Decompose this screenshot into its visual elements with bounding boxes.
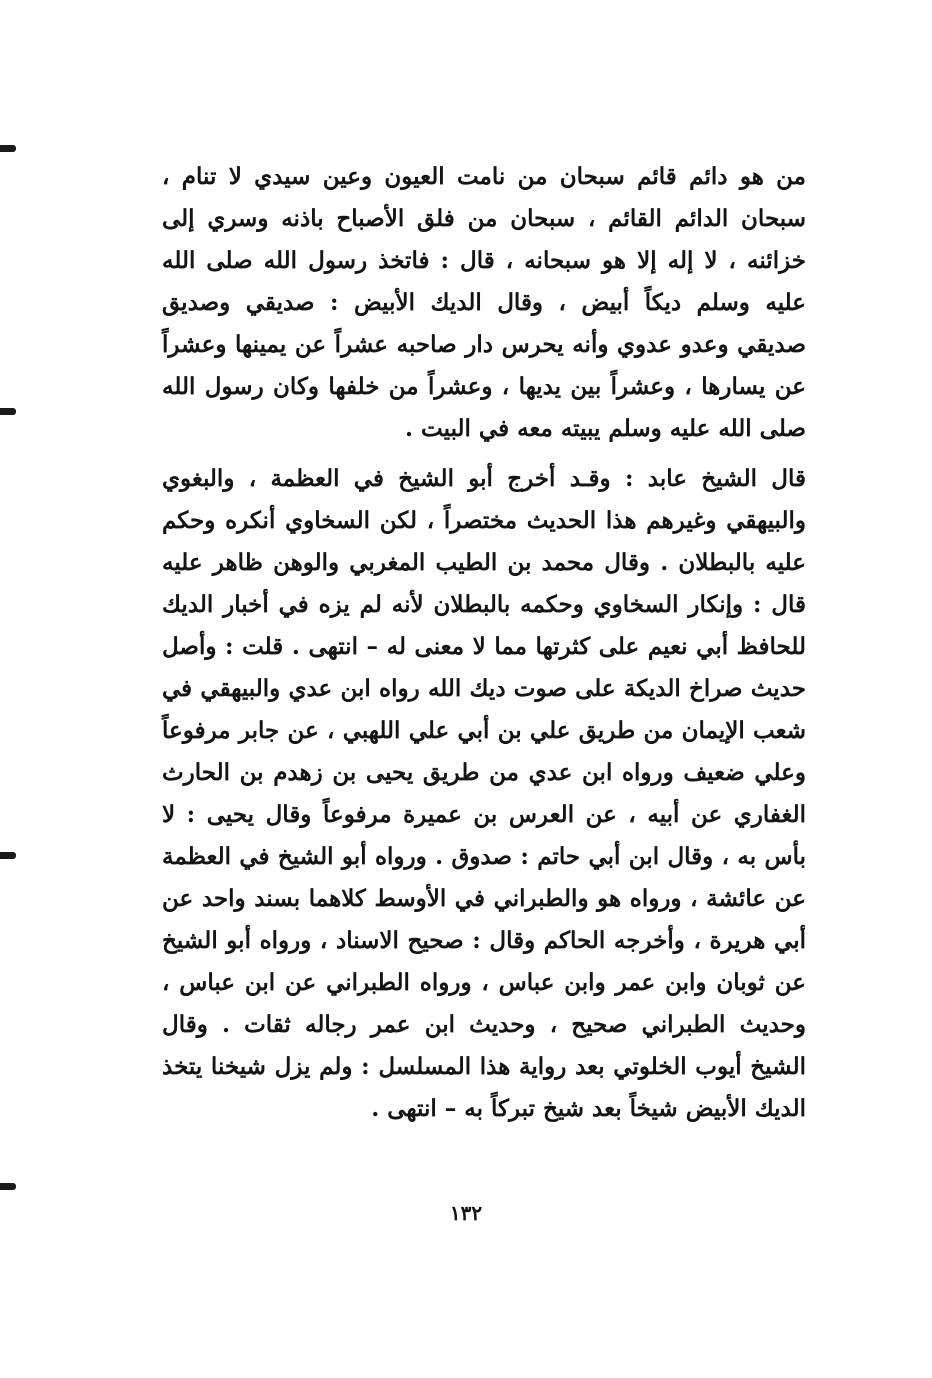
binding-mark <box>0 852 16 859</box>
page-number: ١٣٢ <box>449 1201 483 1225</box>
binding-mark <box>0 1183 16 1190</box>
binding-mark <box>0 408 16 415</box>
binding-mark <box>0 145 16 152</box>
paragraph-1: من هو دائم قائم سبحان من نامت العيون وعين سيدي لا تنام ، سبحان الدائم القائم ، سبحان من فلق الأصباح باذنه وسري إلى خزائنه ، لا إله إلا هو سبحانه ، قال : فاتخذ رسول الله صلى الله عليه وسلم ديكاً أبيض ، وقال الديك الأبيض : صديقي وصديق صديقي وعدو عدوي وأنه يحرس دار صاحبه عشراً عن يمينها وعشراً عن يسارها ، وعشراً بين يديها ، وعشراً من خلفها وكان رسول الله صلى الله عليه وسلم يبيته معه في البيت . <box>162 163 806 442</box>
paragraph-2: قال الشيخ عابد : وقـد أخرج أبو الشيخ في العظمة ، والبغوي والبيهقي وغيرهم هذا الحديث مختصراً ، لكن السخاوي أنكره وحكم عليه بالبطلان . وقال محمد بن الطيب المغربي والوهن ظاهر عليه قال : وإنكار السخاوي وحكمه بالبطلان لأنه لم يزه في أخبار الديك للحافظ أبي نعيم على كثرتها مما لا معنى له – انتهى . قلت : وأصل حديث صراخ الديكة على صوت ديك الله رواه ابن عدي والبيهقي في شعب الإيمان من طريق علي بن أبي علي اللهبي ، عن جابر مرفوعاً وعلي ضعيف ورواه ابن عدي من طريق يحيى بن زهدم بن الحارث الغفاري عن أبيه ، عن العرس بن عميرة مرفوعاً وقال يحيى : لا بأس به ، وقال ابن أبي حاتم : صدوق . ورواه أبو الشيخ في العظمة عن عائشة ، ورواه هو والطبراني في الأوسط كلاهما بسند واحد عن أبي هريرة ، وأخرجه الحاكم وقال : صحيح الاسناد ، ورواه أبو الشيخ عن ثوبان وابن عمر وابن عباس ، ورواه الطبراني عن ابن عباس ، وحديث الطبراني صحيح ، وحديث ابن عمر رجاله ثقات . وقال الشيخ أيوب الخلوتي بعد رواية هذا المسلسل : ولم يزل شيخنا يتخذ الديك الأبيض شيخاً بعد شيخ تبركاً به – انتهى . <box>162 465 806 1122</box>
